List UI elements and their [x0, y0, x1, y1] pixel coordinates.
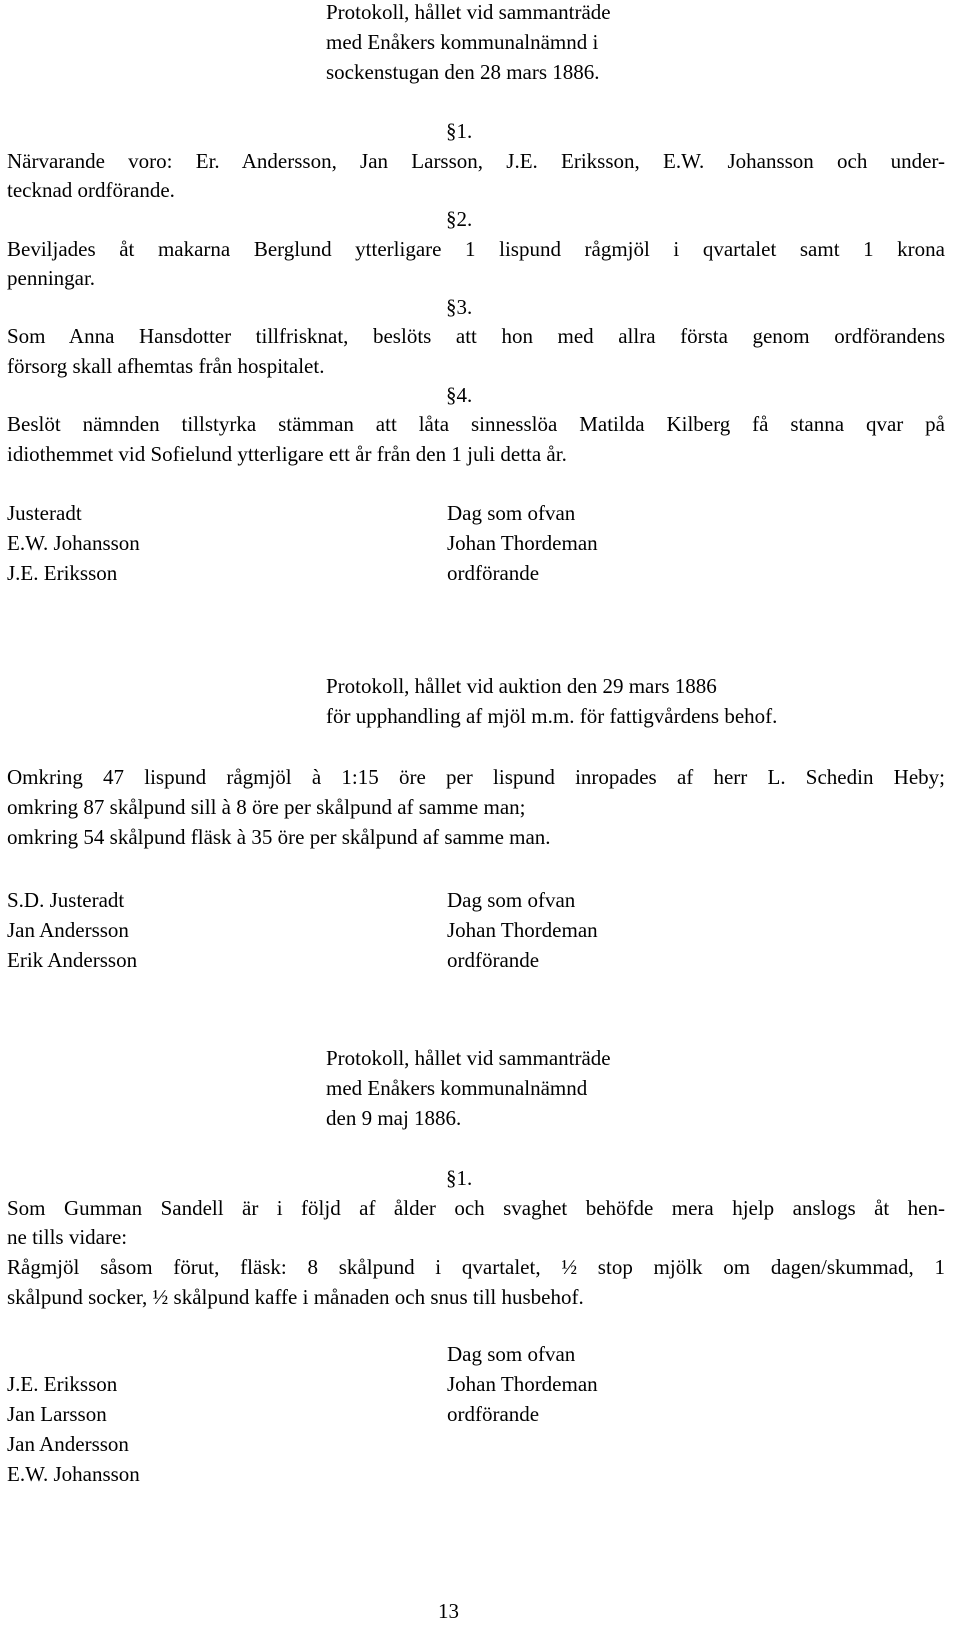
- doc3-sig-left-1: J.E. Eriksson: [7, 1372, 118, 1396]
- doc1-section-4-line-2: idiothemmet vid Sofielund ytterligare ett år från den 1 juli detta år.: [7, 442, 567, 466]
- doc3-sig-left-2: Jan Larsson: [7, 1402, 107, 1426]
- doc2-sig-left-1: S.D. Justeradt: [7, 888, 125, 912]
- doc2-sig-left-3: Erik Andersson: [7, 948, 138, 972]
- doc1-section-3-number: §3.: [446, 295, 473, 319]
- doc3-heading-line-1: Protokoll, hållet vid sammanträde: [326, 1046, 611, 1070]
- doc1-section-2-line-1: Beviljades åt makarna Berglund ytterligare 1 lispund rågmjöl i qvartalet samt 1 krona: [7, 237, 945, 261]
- doc1-section-4-line-1: Beslöt nämnden tillstyrka stämman att låta sinnesslöa Matilda Kilberg få stanna qvar på: [7, 412, 945, 436]
- doc3-heading-line-3: den 9 maj 1886.: [326, 1106, 462, 1130]
- doc1-section-3-line-1: Som Anna Hansdotter tillfrisknat, beslöts att hon med allra första genom ordförandens: [7, 324, 945, 348]
- doc3-section-1-line-2: ne tills vidare:: [7, 1225, 128, 1249]
- doc3-sig-right-1: Dag som ofvan: [447, 1342, 576, 1366]
- doc1-section-1-line-2: tecknad ordförande.: [7, 178, 175, 202]
- doc2-body-line-1: Omkring 47 lispund rågmjöl à 1:15 öre per lispund inropades af herr L. Schedin Heby;: [7, 765, 945, 789]
- doc1-sig-left-1: Justeradt: [7, 501, 82, 525]
- doc1-section-3-line-2: försorg skall afhemtas från hospitalet.: [7, 354, 325, 378]
- doc1-section-2-line-2: penningar.: [7, 266, 96, 290]
- doc3-heading-line-2: med Enåkers kommunalnämnd: [326, 1076, 588, 1100]
- doc2-body-line-3: omkring 54 skålpund fläsk à 35 öre per skålpund af samme man.: [7, 825, 551, 849]
- doc1-heading-line-3: sockenstugan den 28 mars 1886.: [326, 60, 600, 84]
- doc2-sig-right-1: Dag som ofvan: [447, 888, 576, 912]
- doc1-section-2-number: §2.: [446, 207, 473, 231]
- doc1-sig-right-1: Dag som ofvan: [447, 501, 576, 525]
- doc3-section-1-line-4: skålpund socker, ½ skålpund kaffe i månaden och snus till husbehof.: [7, 1285, 584, 1309]
- doc3-sig-left-4: E.W. Johansson: [7, 1462, 140, 1486]
- doc1-sig-left-3: J.E. Eriksson: [7, 561, 118, 585]
- doc3-section-1-line-1: Som Gumman Sandell är i följd af ålder och svaghet behöfde mera hjelp anslogs åt hen-: [7, 1196, 945, 1220]
- doc3-section-1-line-3: Rågmjöl såsom förut, fläsk: 8 skålpund i qvartalet, ½ stop mjölk om dagen/skummad, 1: [7, 1255, 945, 1279]
- doc2-heading-line-1: Protokoll, hållet vid auktion den 29 mars 1886: [326, 674, 717, 698]
- doc1-heading-line-2: med Enåkers kommunalnämnd i: [326, 30, 599, 54]
- doc3-sig-right-3: ordförande: [447, 1402, 540, 1426]
- doc2-body-line-2: omkring 87 skålpund sill à 8 öre per skålpund af samme man;: [7, 795, 526, 819]
- doc2-sig-right-3: ordförande: [447, 948, 540, 972]
- doc3-sig-right-2: Johan Thordeman: [447, 1372, 598, 1396]
- doc3-sig-left-3: Jan Andersson: [7, 1432, 129, 1456]
- page-number: 13: [438, 1599, 459, 1623]
- doc1-sig-right-3: ordförande: [447, 561, 540, 585]
- doc2-sig-right-2: Johan Thordeman: [447, 918, 598, 942]
- doc3-section-1-number: §1.: [446, 1166, 473, 1190]
- doc1-sig-left-2: E.W. Johansson: [7, 531, 140, 555]
- doc1-heading-line-1: Protokoll, hållet vid sammanträde: [326, 0, 611, 24]
- doc1-section-4-number: §4.: [446, 383, 473, 407]
- doc2-sig-left-2: Jan Andersson: [7, 918, 129, 942]
- doc1-section-1-number: §1.: [446, 119, 473, 143]
- doc1-section-1-line-1: Närvarande voro: Er. Andersson, Jan Larsson, J.E. Eriksson, E.W. Johansson och under-: [7, 149, 945, 173]
- doc2-heading-line-2: för upphandling af mjöl m.m. för fattigvårdens behof.: [326, 704, 778, 728]
- doc1-sig-right-2: Johan Thordeman: [447, 531, 598, 555]
